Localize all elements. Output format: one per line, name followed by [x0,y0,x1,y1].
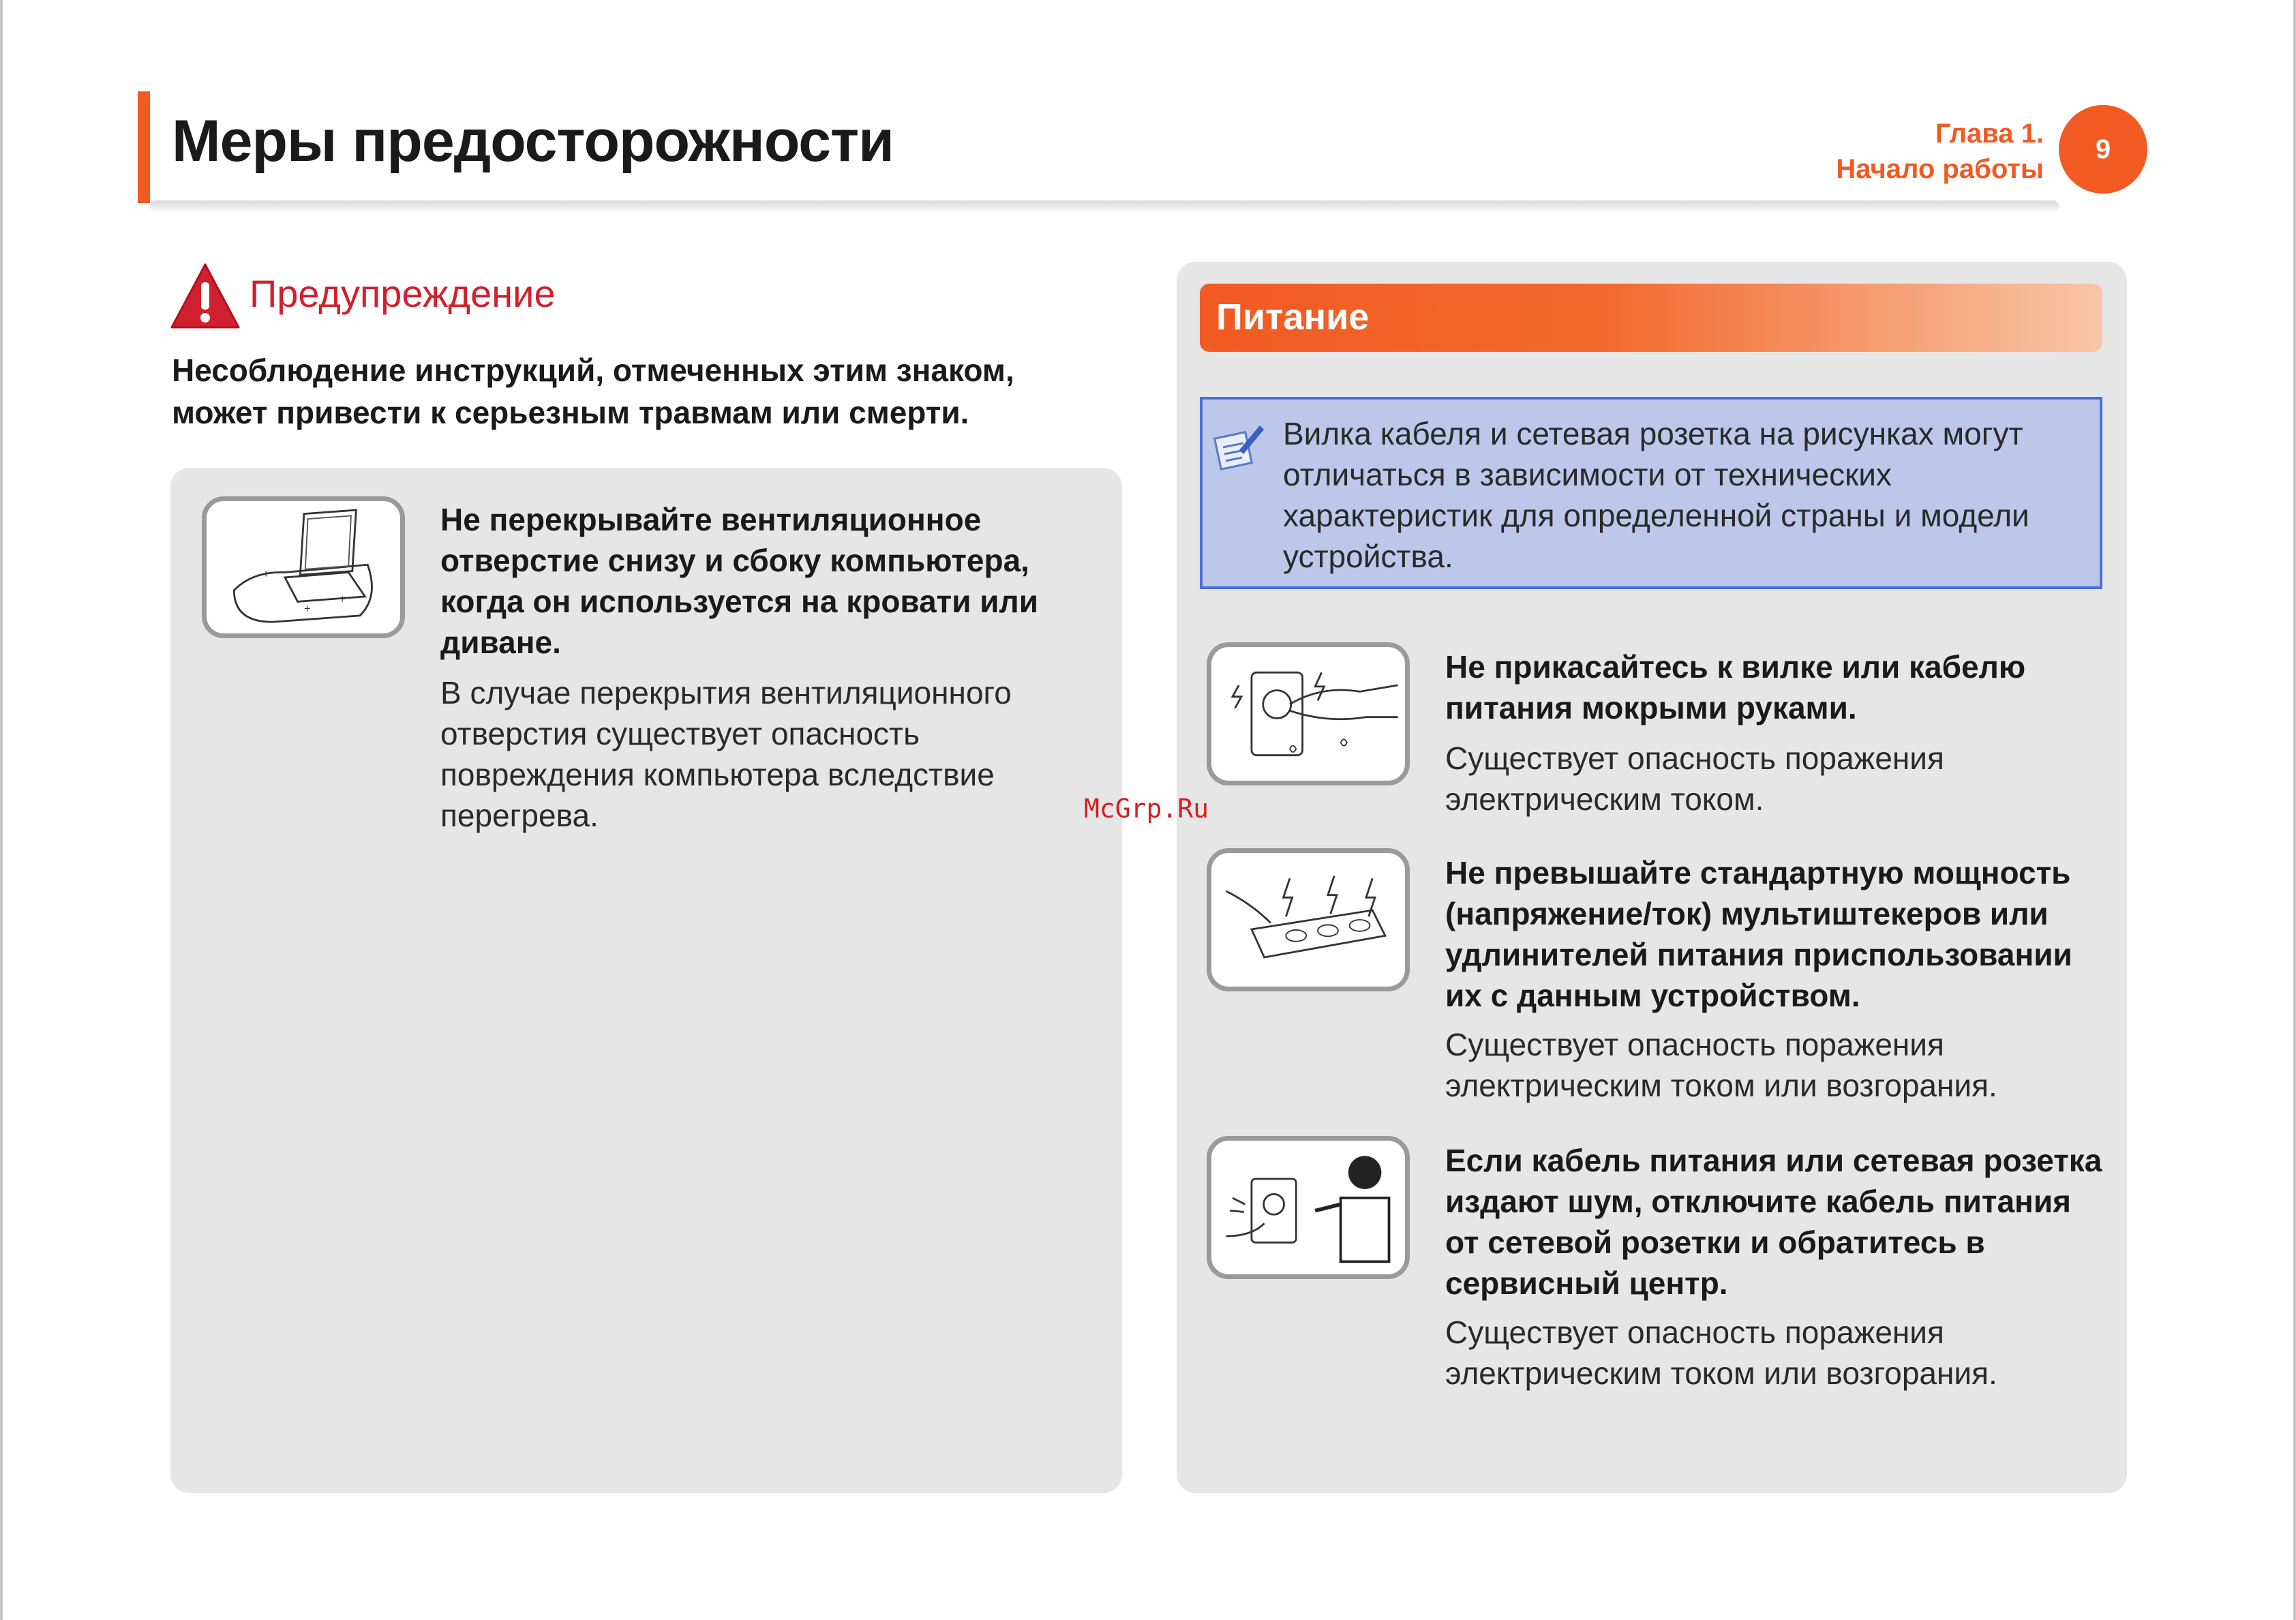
page-number-badge: 9 [2059,105,2147,194]
chapter-name: Начало работы [1836,154,2044,184]
item-body-wet-hands: Существует опасность поражения электрическим током. [1445,740,1944,817]
memo-pencil-icon [1212,420,1267,475]
power-strip-overload-illustration [1207,848,1410,991]
laptop-on-bed-illustration [202,496,405,638]
section-header-power [1200,284,2102,352]
section-title: Питание [1216,297,1370,338]
item-title-ventilation: Не перекрывайте вентиляционное отверстие снизу и сбоку компьютера, когда он используется на кровати или диване. [440,502,1039,660]
chapter-label [1836,116,2044,187]
watermark: McGrp.Ru [1084,794,1209,824]
item-body-noise: Существует опасность поражения электрическим током или возгорания. [1445,1315,1997,1391]
title-accent-bar [138,91,150,203]
chapter-number: Глава 1. [1935,119,2044,149]
svg-text:+: + [262,567,270,580]
header-divider [150,200,2059,211]
wet-hand-plug-illustration [1207,642,1410,785]
page-border-left [0,0,3,1620]
note-box [1200,397,2102,589]
item-title-wet-hands: Не прикасайтесь к вилке или кабелю питания мокрыми руками. [1445,649,2026,725]
svg-text:+: + [339,592,346,606]
item-title-power-strip: Не превышайте стандартную мощность (напряжение/ток) мультиштекеров или удлинителей питания приспользовании их с данным устройством. [1445,855,2072,1013]
item-title-noise: Если кабель питания или сетевая розетка издают шум, отключите кабель питания от сетевой розетки и обратитесь в сервисный центр. [1445,1143,2102,1301]
page-title: Меры предосторожности [172,108,894,174]
item-body-ventilation: В случае перекрытия вентиляционного отверстия существует опасность повреждения компьютера вследствие перегрева. [440,675,1012,833]
warning-triangle-icon [169,262,241,330]
warning-description: Несоблюдение инструкций, отмеченных этим знаком, может привести к серьезным травмам или смерти. [172,352,1014,430]
item-body-power-strip: Существует опасность поражения электрическим током или возгорания. [1445,1027,1997,1103]
note-text: Вилка кабеля и сетевая розетка на рисунках могут отличаться в зависимости от технических характеристик для определенной страны и модели устройства. [1283,416,2029,574]
warning-title: Предупреждение [250,272,556,315]
page-border-right [2293,0,2296,1620]
noisy-outlet-technician-illustration [1207,1136,1410,1279]
svg-text:+: + [303,602,311,616]
